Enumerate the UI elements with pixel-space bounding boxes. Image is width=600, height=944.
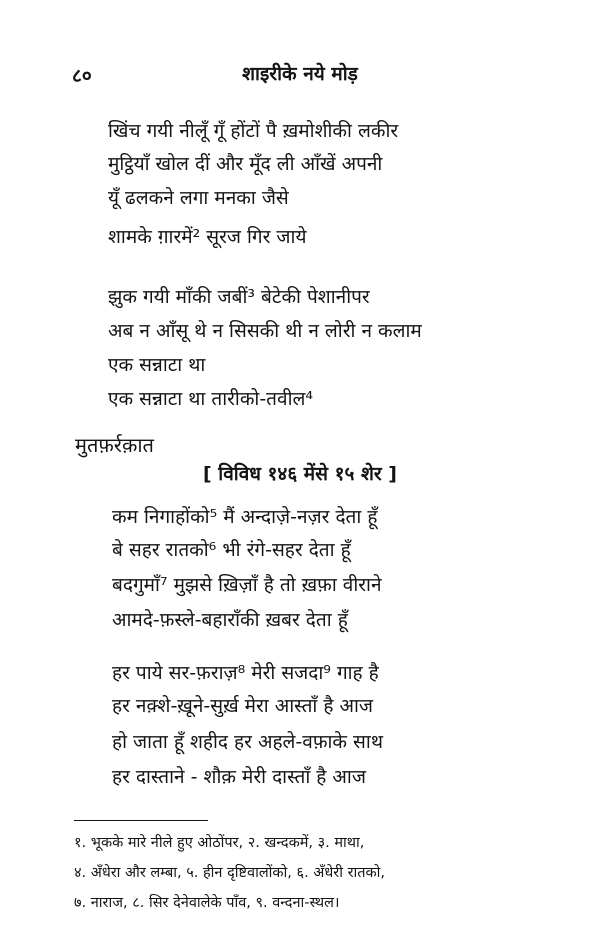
verse-line: हर नक़्शे-ख़ूने-सुर्ख़ मेरा आस्ताँ है आज [112, 695, 374, 717]
verse-line: अब न आँसू थे न सिसकी थी न लोरी न कलाम [108, 320, 422, 342]
verse-line: खिंच गयी नीलूँ गूँ होंटों पै ख़मोशीकी लकीर [108, 120, 399, 142]
verse-line: एक सन्नाटा था तारीको-तवील⁴ [108, 388, 313, 410]
section-subtitle: [ विविध १४६ मेंसे १५ शेर ] [202, 463, 397, 485]
section-title: मुतफ़र्रक़ात [75, 433, 154, 457]
verse-line: हो जाता हूँ शहीद हर अहले-वफ़ाके साथ [112, 731, 383, 753]
verse-line: हर दास्ताने - शौक़ मेरी दास्ताँ है आज [112, 766, 366, 788]
verse-line: आमदे-फ़स्ले-बहाराँकी ख़बर देता हूँ [112, 609, 348, 631]
footnote-line: ४. अँधेरा और लम्बा, ५. हीन दृष्टिवालोंको, ६. अँधेरी रातको, [74, 865, 386, 881]
verse-line: एक सन्नाटा था [108, 354, 206, 376]
footnote-line: १. भूकके मारे नीले हुए ओठोंपर, २. खन्दकमें, ३. माथा, [74, 835, 365, 851]
page-number: ८० [72, 65, 92, 87]
verse-line: बदगुमाँ⁷ मुझसे ख़िज़ाँ है तो ख़फ़ा वीराने [112, 574, 382, 596]
verse-line: हर पाये सर-फ़राज़⁸ मेरी सजदा⁹ गाह है [112, 662, 379, 684]
verse-line: यूँ ढलकने लगा मनका जैसे [108, 187, 289, 209]
verse-line: कम निगाहोंको⁵ मैं अन्दाज़े-नज़र देता हूँ [112, 506, 378, 528]
footnote-line: ७. नाराज, ८. सिर देनेवालेके पाँव, ९. वन्दना-स्थल। [74, 895, 340, 911]
footnote-rule [74, 820, 208, 821]
running-head: शाइरीके नये मोड़ [242, 63, 358, 85]
verse-line: झुक गयी माँकी जबीं³ बेटेकी पेशानीपर [108, 286, 370, 308]
verse-line: शामके ग़ारमें² सूरज गिर जाये [108, 226, 307, 248]
verse-line: मुट्ठियाँ खोल दीं और मूँद ली आँखें अपनी [108, 153, 383, 175]
verse-line: बे सहर रातको⁶ भी रंगे-सहर देता हूँ [112, 539, 351, 561]
